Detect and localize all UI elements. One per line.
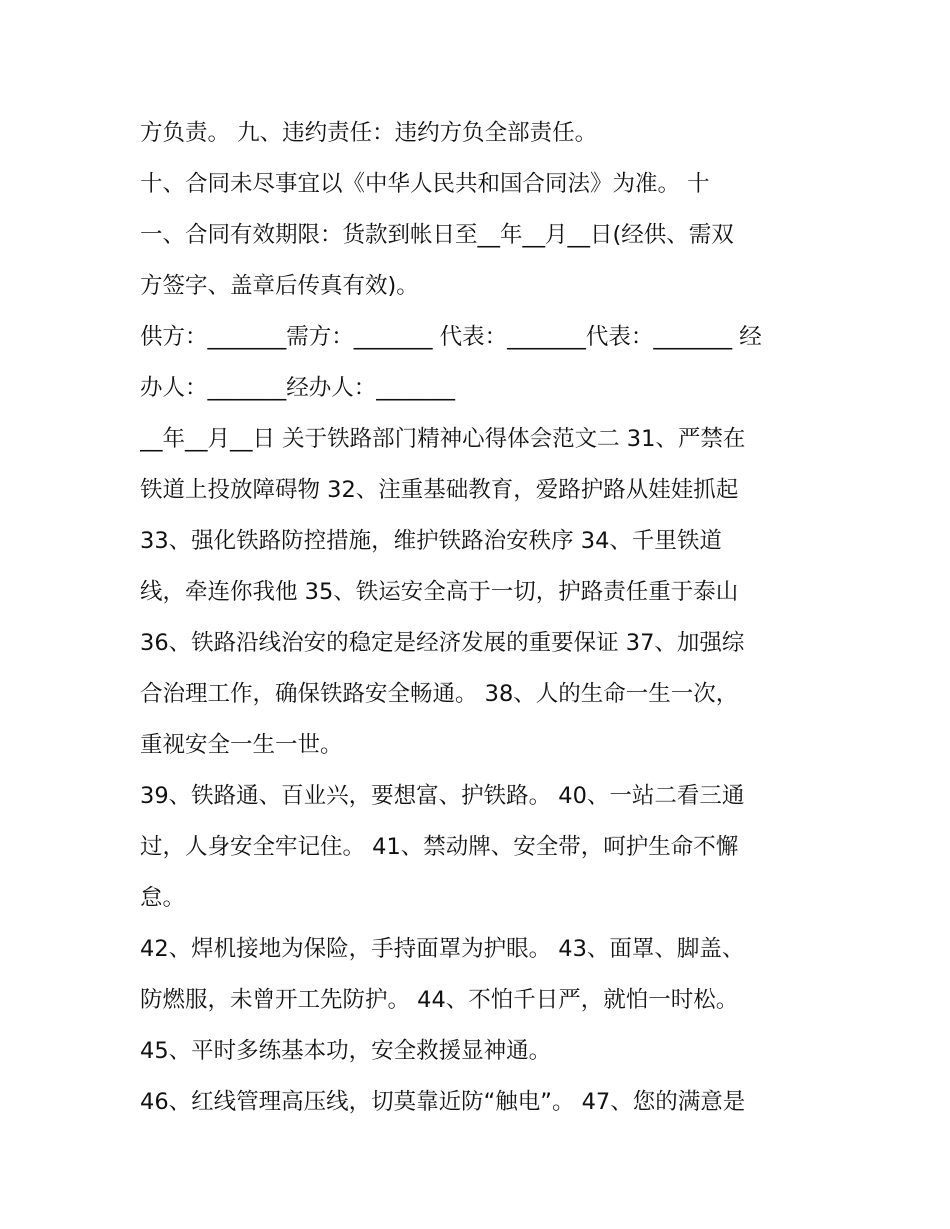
text-line: 供方：_______需方：_______ 代表：_______代表：_______ 经 [140, 324, 762, 350]
text-line: __年__月__日 关于铁路部门精神心得体会范文二 31、严禁在 [140, 426, 746, 452]
text-line: 防燃服，未曾开工先防护。 44、不怕千日严，就怕一时松。 [140, 987, 739, 1013]
text-line: 方负责。 九、违约责任：违约方负全部责任。 [140, 120, 598, 146]
text-line: 33、强化铁路防控措施，维护铁路治安秩序 34、千里铁道 [140, 528, 722, 554]
text-line: 重视安全一生一世。 [140, 732, 343, 758]
document-body [140, 108, 810, 1128]
text-line: 42、焊机接地为保险，手持面罩为护眼。 43、面罩、脚盖、 [140, 936, 745, 962]
text-line: 十、合同未尽事宜以《中华人民共和国合同法》为准。 十 [140, 171, 710, 197]
text-line: 39、铁路通、百业兴，要想富、护铁路。 40、一站二看三通 [140, 783, 745, 809]
text-line: 怠。 [140, 885, 186, 911]
text-line: 45、平时多练基本功，安全救援显神通。 [140, 1038, 552, 1064]
text-line: 铁道上投放障碍物 32、注重基础教育，爱路护路从娃娃抓起 [140, 477, 739, 503]
text-line: 办人：_______经办人：_______ [140, 375, 456, 401]
text-line: 过，人身安全牢记住。 41、禁动牌、安全带，呵护生命不懈 [140, 834, 739, 860]
text-line: 46、红线管理高压线，切莫靠近防“触电”。 47、您的满意是 [140, 1089, 746, 1115]
text-line: 方签字、盖章后传真有效)。 [140, 273, 419, 299]
text-line: 36、铁路沿线治安的稳定是经济发展的重要保证 37、加强综 [140, 630, 745, 656]
text-line: 一、合同有效期限：货款到帐日至__年__月__日(经供、需双 [140, 222, 734, 248]
text-line: 合治理工作，确保铁路安全畅通。 38、人的生命一生一次， [140, 681, 739, 707]
text-line: 线，牵连你我他 35、铁运安全高于一切，护路责任重于泰山 [140, 579, 739, 605]
